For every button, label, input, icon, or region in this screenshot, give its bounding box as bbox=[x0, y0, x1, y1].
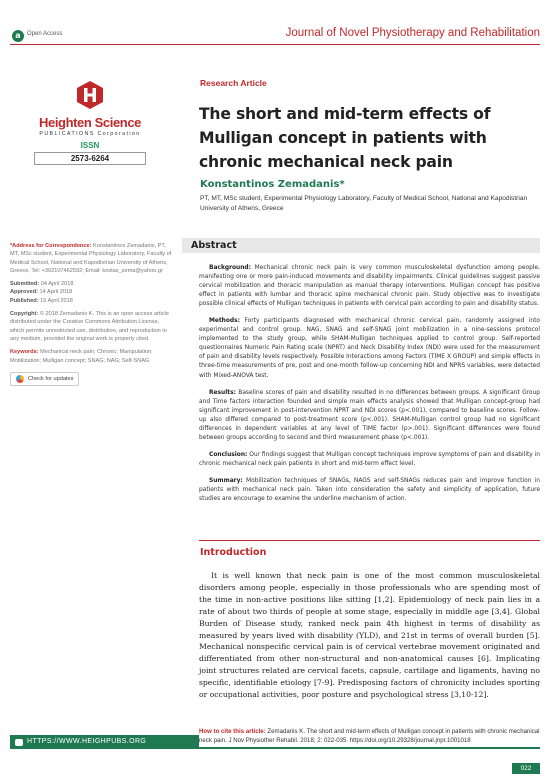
introduction-heading: Introduction bbox=[200, 547, 267, 558]
author-affiliation: PT, MT, MSc student, Experimental Physiology Laboratory, Faculty of Medical School, National and Kapodistrian University of Athens, Greece bbox=[200, 195, 528, 212]
abstract-divider bbox=[199, 540, 540, 541]
open-access-icon: a bbox=[12, 30, 24, 42]
submitted-date: 04 April 2018 bbox=[40, 281, 74, 288]
copyright bbox=[10, 310, 173, 343]
results-text: Baseline scores of pain and disability resulted in no differences between groups. A significant Group and Time factors interaction founded and simple main effects analysis showed that Mulligan concept-group had significant improvement in post-intervention NPRT and NDI scores (p<.001), compared to baseline scores. Follow-up also differed compared to post-treatment score (p<.001). SHAM-Mulligan control group had no significant differences in dependent variables at any level of TIME factor (p>.001). Significant differences were found between groups according to second and third measurement phase (p<.001). bbox=[199, 389, 541, 441]
article-type: Research Article bbox=[200, 78, 267, 88]
abstract-results bbox=[199, 389, 540, 443]
dates bbox=[10, 280, 173, 305]
submitted-label: Submitted: bbox=[10, 281, 40, 288]
publisher-logo bbox=[14, 80, 166, 175]
citation bbox=[199, 725, 540, 747]
approved-label: Approved: bbox=[10, 289, 38, 296]
citation-text: Zemadanis K. The short and mid-term effects of Mulligan concept in patients with chronic mechanical neck pain. J Nov Physiother Rehabil. 2018; 2: 022-035. https://doi.org/10.29328/journal.jnpr.1001018 bbox=[199, 728, 540, 744]
journal-title: Journal of Novel Physiotherapy and Rehabilitation bbox=[285, 27, 540, 39]
background-label: Background: bbox=[209, 265, 252, 271]
background-text: Mechanical chronic neck pain is very common musculoskeletal dysfunction among people, manifesting one or more pain-induced movements and disability impairments. Clinical guidelines suggest passive cervical mobilization and thoracic manipulation as manual therapy interventions. Mulligan concept has positive effect in patients with lumbar and thoracic spine mechanical chronic pain. Study objective was to investigate possible clinical effects of Mulligan techniques in patients with cervical pain according to pain and disability status. bbox=[199, 265, 540, 308]
check-for-updates-button[interactable] bbox=[10, 372, 79, 386]
methods-text: Forty participants diagnosed with mechanical chronic cervical pain, randomly assigned into experimental and control group. NAG, SNAG and self-SNAG joint mobilization in a nine-sessions protocol implemented to the study group, while SHAM-Mulligan techniques applied to control group. Self-reported questionnaires Numeric Pain Rating scale (NPRT) and Neck Disability Index (NDI) were used for the measurement of pain and disability levels respectively. Possible Interactions among Factors (TIME X GROUP) and simple effects in three-time measurements of pre, post and one-month follow-up concerning NDI and NPRS variables, were detected with Mixed-ANOVA test. bbox=[199, 318, 541, 379]
introduction-paragraph: It is well known that neck pain is one of the most common musculoskeletal disorders among people, especially in those professionals who are spending most of the time in non-active positions like sitting [1,2]. Epidemiology of neck pain lies in a rate of about two thirds of people at some stage, especially in middle age [3,4]. Global Burden of Disease study, ranked neck pain 4th highest in terms of disability as measured by years lived with disability (YLD), and 21st in terms of overall burden [5]. Mechanical nonspecific cervical pain is of cervical vertebrae movement originated and differentiated from other non-structural and non-anatomical causes [6]. Implicating joint structures related are cervical facets, capsule, cartilage and ligaments, having no specific, identifiable etiology [7-9]. Predisposing factors of chronicity includes sporting or occupational activities, poor posture and psychological stress [3,10-12]. bbox=[199, 571, 540, 700]
abstract-summary bbox=[199, 477, 540, 504]
header-divider bbox=[10, 44, 540, 45]
abstract-methods bbox=[199, 317, 540, 380]
open-access-label: Open Access bbox=[27, 31, 63, 37]
abstract-body bbox=[199, 264, 540, 512]
author-name: Konstantinos Zemadanis* bbox=[200, 179, 345, 190]
correspondence bbox=[10, 242, 173, 275]
published-label: Published: bbox=[10, 297, 39, 304]
check-updates-label: Check for updates bbox=[28, 375, 74, 382]
approved-date: 14 April 2018 bbox=[39, 289, 73, 296]
publisher-name: Heighten Science bbox=[39, 115, 141, 130]
published-date: 15 April 2018 bbox=[40, 297, 73, 304]
abstract-heading: Abstract bbox=[191, 240, 237, 251]
page-number: 022 bbox=[512, 763, 540, 774]
introduction-text bbox=[199, 570, 540, 701]
copyright-text: © 2018 Zemadanis K. This is an open access article distributed under the Creative Commons Attribution License, which permits unrestricted use, distribution, and reproduction in any medium, provided the original work is properly cited. bbox=[10, 311, 169, 342]
keywords-text: Mechanical neck pain; Chronic; Manipulation; Mobilization; Mulligan concept; SNAG; NAG; Self-SNAG bbox=[10, 349, 153, 364]
conclusion-text: Our findings suggest that Mulligan concept techniques improve symptoms of pain and disability in chronic mechanical neck pain patients in short and mid-term effect level. bbox=[199, 451, 540, 467]
correspondence-label: *Address for Correspondence: bbox=[10, 243, 92, 249]
results-label: Results: bbox=[209, 389, 236, 396]
copyright-label: Copyright: bbox=[10, 311, 39, 318]
correspondence-text: Konstantinos Zemadanis, PT, MT, MSc student, Experimental Physiology Laboratory, Faculty of Medical School, National and Kapodistrian University of Athens, Greece, Tel: +302107462592; Email: kostas_zema@yahoo.gr bbox=[10, 243, 172, 274]
publisher-subtitle: PUBLICATIONS Corporation bbox=[39, 131, 141, 137]
publisher-emblem-icon bbox=[75, 80, 105, 110]
link-icon bbox=[15, 739, 23, 746]
summary-text: Mobilization techniques of SNAGs, NAGS and self-SNAGs reduces pain and improve function in patients with mechanical neck pain. Taken into consideration the safety and simplicity of application, future studies are encourage to examine the underline mechanism of action. bbox=[199, 477, 541, 503]
conclusion-label: Conclusion: bbox=[209, 451, 248, 458]
issn-label: ISSN bbox=[80, 141, 100, 150]
methods-label: Methods: bbox=[209, 318, 240, 325]
check-updates-icon bbox=[16, 375, 24, 383]
summary-label: Summary: bbox=[209, 477, 243, 484]
article-title: The short and mid-term effects of Mulligan concept in patients with chronic mechanical neck pain bbox=[199, 105, 491, 171]
citation-label: How to cite this article: bbox=[199, 728, 266, 735]
keywords bbox=[10, 348, 173, 365]
keywords-label: Keywords: bbox=[10, 349, 39, 356]
article-info-sidebar bbox=[10, 242, 173, 386]
abstract-background bbox=[199, 264, 540, 309]
publisher-url-link[interactable]: HTTPS://WWW.HEIGHPUBS.ORG bbox=[27, 738, 147, 745]
issn-number: 2573-6264 bbox=[34, 152, 146, 165]
abstract-conclusion bbox=[199, 451, 540, 469]
